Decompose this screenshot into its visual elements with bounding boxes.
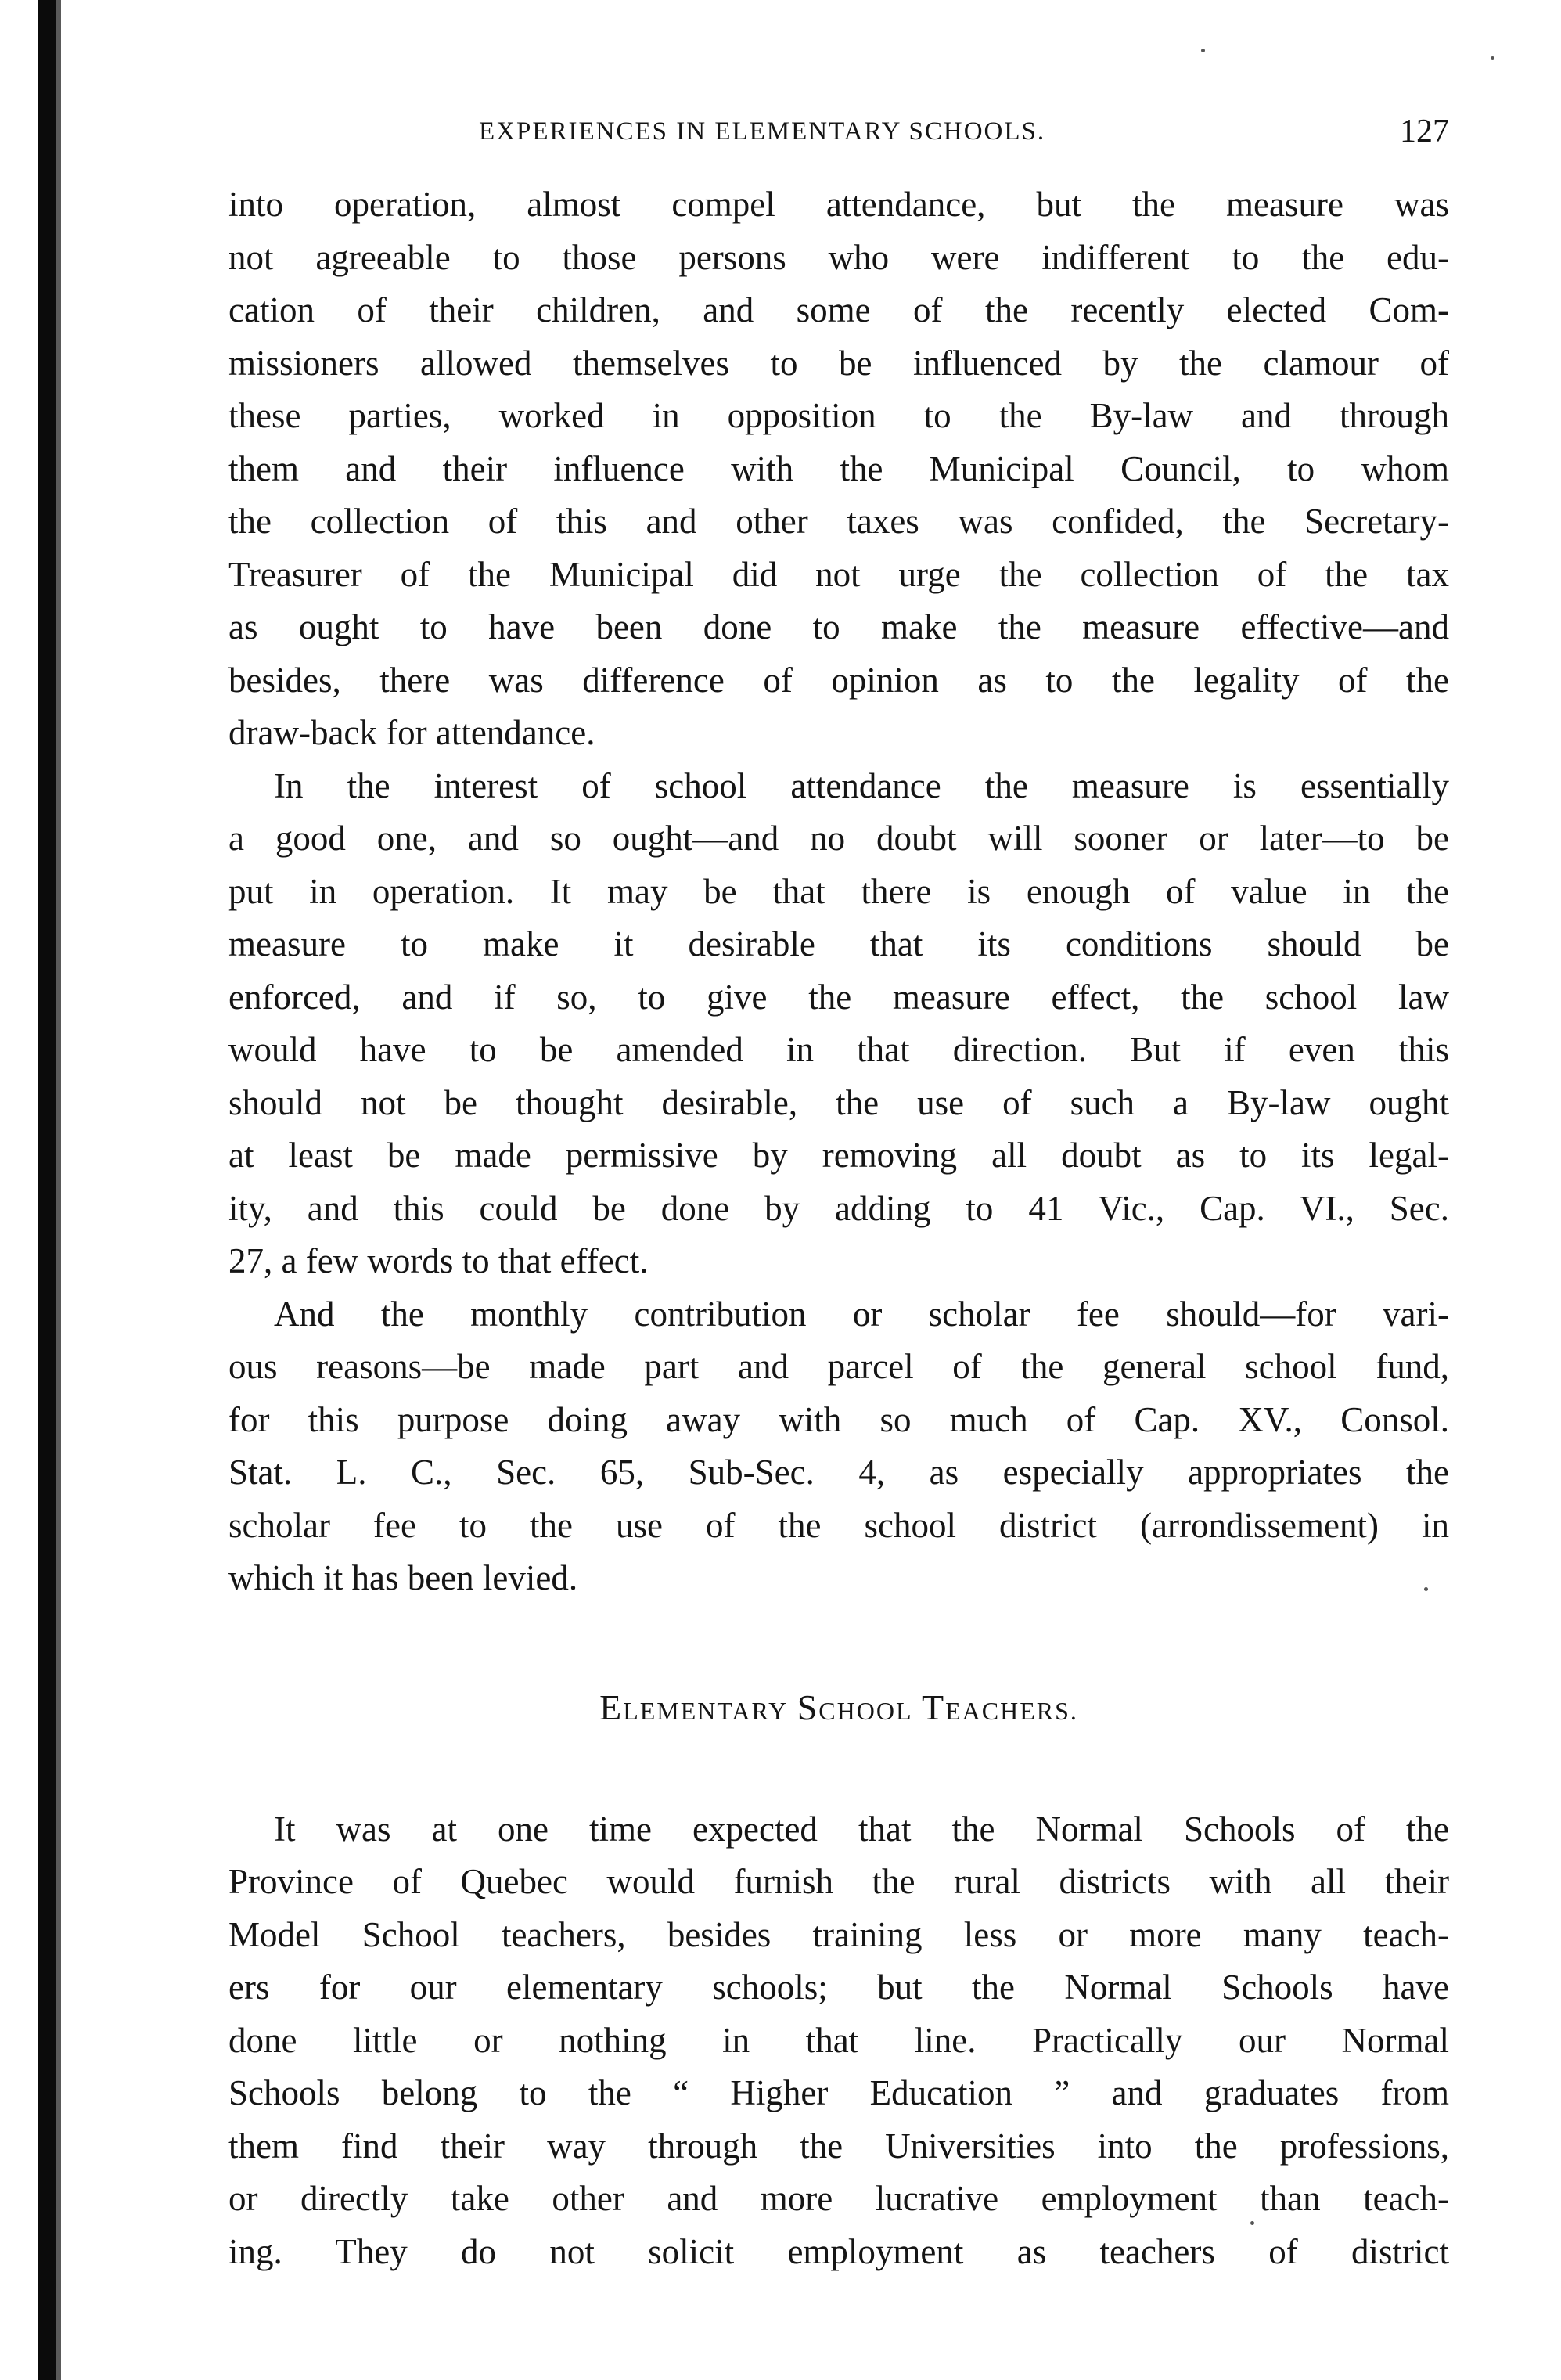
- text-line: should not be thought desirable, the use of such a By-law ought: [228, 1082, 1449, 1122]
- heading-rest: LEMENTARY: [623, 1696, 789, 1725]
- running-title: EXPERIENCES IN ELEMENTARY SCHOOLS.: [479, 117, 1046, 146]
- text-line: Stat. L. C., Sec. 65, Sub-Sec. 4, as especially appropriates the: [228, 1453, 1449, 1492]
- text-line: And the monthly contribution or scholar fee should—for vari-: [274, 1294, 1449, 1334]
- text-line: as ought to have been done to make the measure effective—and: [228, 607, 1449, 646]
- scan-speck: [1201, 49, 1205, 52]
- paragraph-3: [228, 1288, 1449, 1605]
- text-line: scholar fee to the use of the school district (arrondissement) in: [228, 1505, 1449, 1545]
- heading-initial: S: [797, 1687, 819, 1727]
- text-line: cation of their children, and some of the recently elected Com-: [228, 290, 1449, 329]
- page-number: 127: [1400, 113, 1449, 149]
- text-line: enforced, and if so, to give the measure effect, the school law: [228, 977, 1449, 1017]
- text-line: which it has been levied.: [228, 1558, 578, 1597]
- paragraph-2: [228, 760, 1449, 1288]
- text-line: Schools belong to the “ Higher Education ” and graduates from: [228, 2073, 1449, 2112]
- book-page: [228, 110, 1449, 2278]
- text-line: draw-back for attendance.: [228, 713, 595, 752]
- scan-speck: [1491, 56, 1494, 60]
- binding-shadow: [56, 0, 61, 2380]
- text-line: Model School teachers, besides training less or more many teach-: [228, 1914, 1449, 1954]
- heading-initial: T: [922, 1687, 946, 1727]
- text-line: It was at one time expected that the Normal Schools of the: [274, 1809, 1449, 1849]
- text-line: them and their influence with the Municipal Council, to whom: [228, 448, 1449, 488]
- text-line: ity, and this could be done by adding to 41 Vic., Cap. VI., Sec.: [228, 1188, 1449, 1228]
- text-line: Province of Quebec would furnish the rural districts with all their: [228, 1862, 1449, 1901]
- text-line: these parties, worked in opposition to the By-law and through: [228, 396, 1449, 435]
- text-line: or directly take other and more lucrative employment than teach-: [228, 2179, 1449, 2218]
- text-line: them find their way through the Universities into the professions,: [228, 2126, 1449, 2166]
- paragraph-4: [228, 1803, 1449, 2279]
- text-line: put in operation. It may be that there is enough of value in the: [228, 871, 1449, 911]
- text-line: Treasurer of the Municipal did not urge the collection of the tax: [228, 554, 1449, 594]
- heading-initial: E: [599, 1687, 624, 1727]
- text-line: not agreeable to those persons who were indifferent to the edu-: [228, 237, 1449, 277]
- text-line: would have to be amended in that direction. But if even this: [228, 1030, 1449, 1069]
- heading-rest: EACHERS.: [945, 1696, 1078, 1725]
- body-text: [228, 178, 1449, 2278]
- text-line: ous reasons—be made part and parcel of the general school fund,: [228, 1347, 1449, 1386]
- text-line: at least be made permissive by removing all doubt as to its legal-: [228, 1136, 1449, 1175]
- paragraph-1: [228, 178, 1449, 760]
- text-line: for this purpose doing away with so much of Cap. XV., Consol.: [228, 1399, 1449, 1439]
- text-line: ers for our elementary schools; but the Normal Schools have: [228, 1968, 1449, 2007]
- text-line: In the interest of school attendance the measure is essentially: [274, 765, 1449, 805]
- text-line: 27, a few words to that effect.: [228, 1241, 649, 1280]
- heading-rest: CHOOL: [818, 1696, 913, 1725]
- running-head: [228, 110, 1449, 157]
- text-line: a good one, and so ought—and no doubt will sooner or later—to be: [228, 819, 1449, 858]
- text-line: ing. They do not solicit employment as teachers of district: [228, 2231, 1449, 2271]
- section-heading: [228, 1687, 1449, 1728]
- text-line: besides, there was difference of opinion as to the legality of the: [228, 660, 1449, 700]
- binding-edge: [38, 0, 56, 2380]
- text-line: into operation, almost compel attendance, but the measure was: [228, 185, 1449, 224]
- text-line: measure to make it desirable that its conditions should be: [228, 924, 1449, 963]
- text-line: done little or nothing in that line. Practically our Normal: [228, 2020, 1449, 2060]
- text-line: the collection of this and other taxes was confided, the Secretary-: [228, 502, 1449, 541]
- text-line: missioners allowed themselves to be influenced by the clamour of: [228, 343, 1449, 383]
